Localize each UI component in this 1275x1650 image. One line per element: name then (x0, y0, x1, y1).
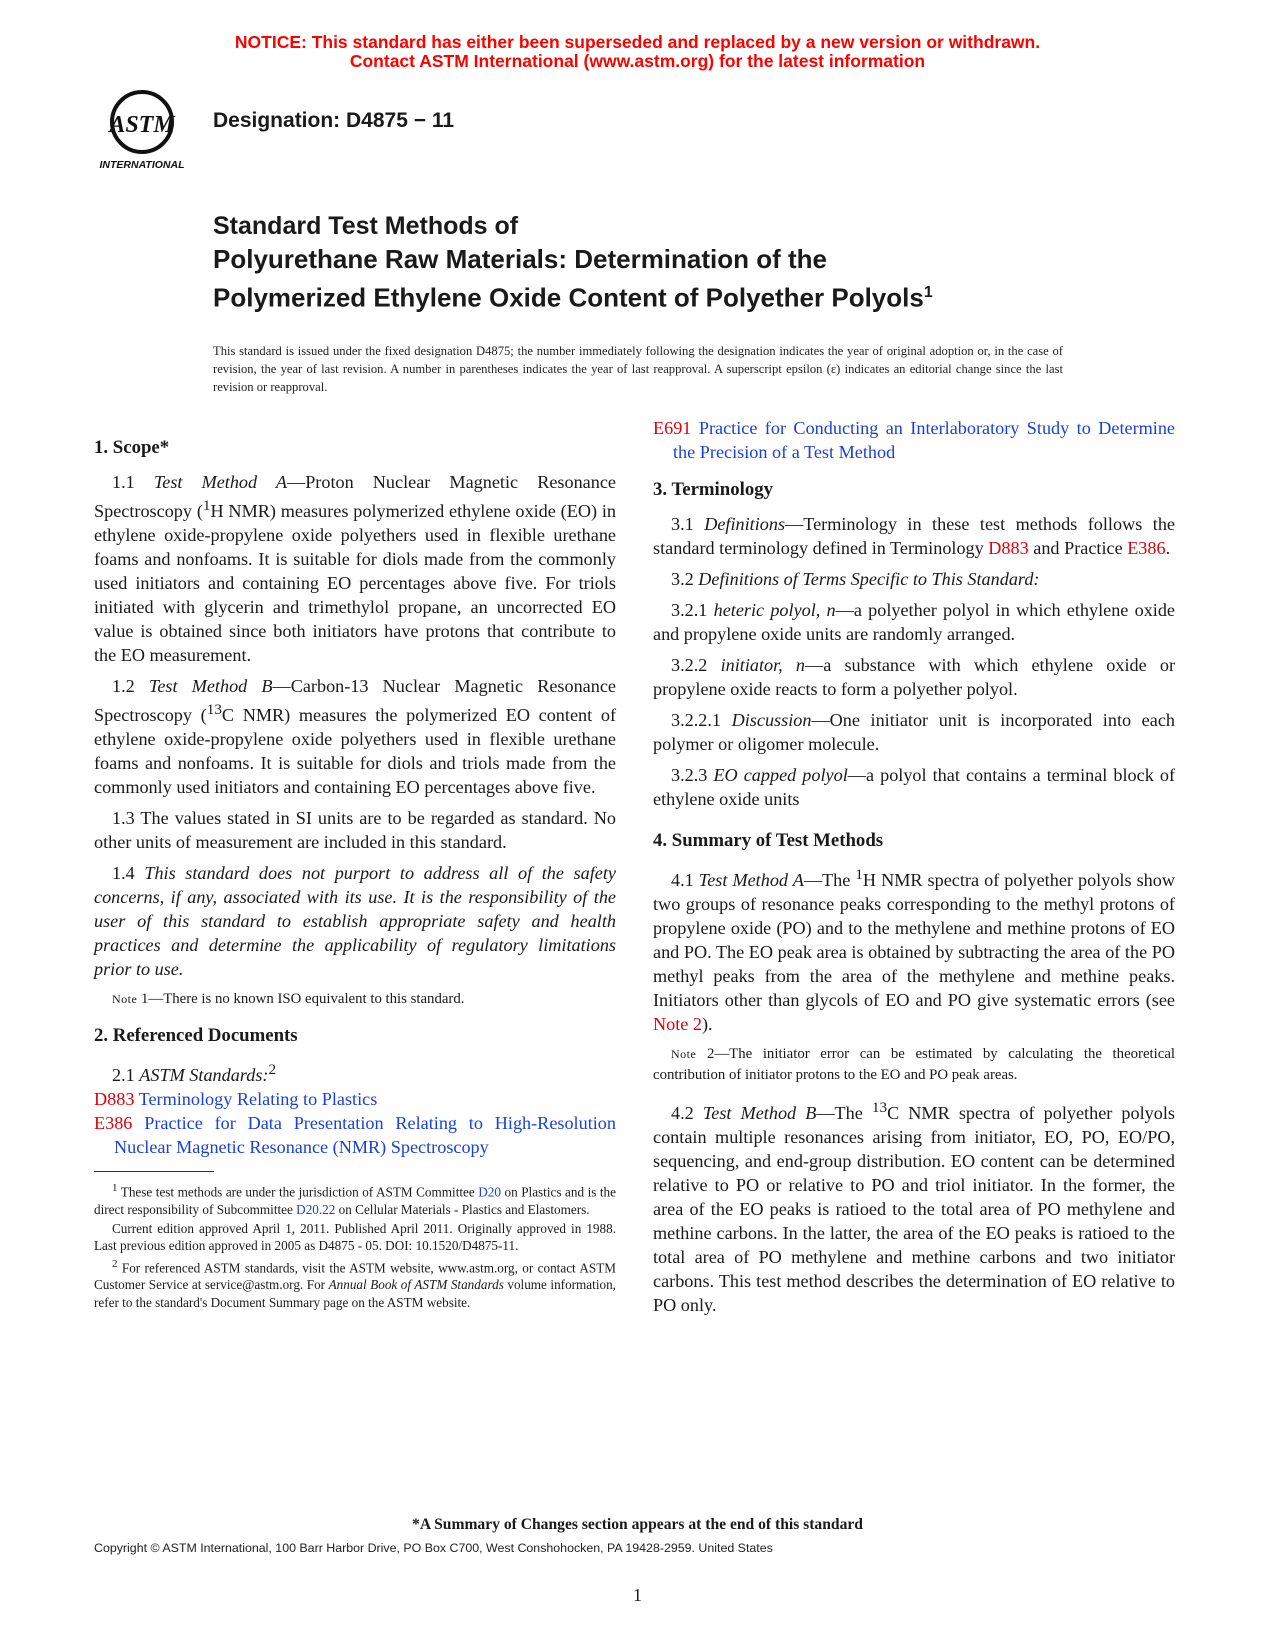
title-line-3 (213, 276, 933, 315)
section-refs-heading: 2. Referenced Documents (94, 1025, 298, 1047)
section-terminology-heading: 3. Terminology (653, 479, 774, 500)
summary-4-2: 4.2 Test Method B—The $^{13}$C NMR spectra of polyether polyols contain multiple resonances arising from initiator, EO, PO, EO/PO, sequencing, and end-group distribution. EO content can be determined relative to PO or relative to PO and triol initiator. In the former, the area of the EO peaks is ratioed to the total area of PO methylene and methine carbons. In the latter, the area of the EO peaks is ratioed to the total area of PO methylene and methine carbons and two initiator carbons. This test method describes the determination of EO relative to PO only. (653, 1099, 1175, 1316)
logo-letters: ASTM (109, 112, 175, 138)
issuance-statement: This standard is issued under the fixed designation D4875; the number immediately following the designation indicates the year of original adoption or, in the case of revision, the year of last revision. A number in parentheses indicates the year of last reapproval. A superscript epsilon (ε) indicates an editorial change since the last revision or reapproval. (213, 344, 1063, 394)
footnote-2: $^2$ For referenced ASTM standards, visit the ASTM website, www.astm.org, or contact ASTM Customer Service at service@astm.org. For Annual Book of ASTM Standards volume information, refer to the standard's Document Summary page on the ASTM website. (94, 1257, 616, 1310)
document-title (213, 210, 933, 315)
left-column (94, 436, 616, 1312)
summary-of-changes-notice: *A Summary of Changes section appears at the end of this standard (412, 1516, 863, 1533)
link-d20-22[interactable]: D20.22 (296, 1202, 336, 1218)
section-scope-heading: 1. Scope* (94, 437, 170, 458)
scope-1-1: 1.1 Test Method A—Proton Nuclear Magnetic Resonance Spectroscopy ($^1$H NMR) measures polymerized ethylene oxide (EO) in ethylene oxide-propylene oxide polyethers used in flexible urethane foams and nonfoams. It is suitable for diols made from the commonly used initiators and containing EO percentages above five. For triols initiated with glycerin and trimethylol propane, an uncorrected EO value is obtained since both initiators have protons that contribute to the EO measurement. (94, 472, 617, 666)
scope-1-3: 1.3 The values stated in SI units are to be regarded as standard. No other units of measurement are included in this standard. (94, 808, 616, 853)
title-line-2: Polyurethane Raw Materials: Determination of the (213, 244, 828, 274)
term-3-2-1: 3.2.1 heteric polyol, n—a polyether polyol in which ethylene oxide and propylene oxide units are randomly arranged. (653, 600, 1176, 644)
link-d20[interactable]: D20 (478, 1184, 501, 1200)
copyright-line: Copyright © ASTM International, 100 Barr Harbor Drive, PO Box C700, West Conshohocken, PA 19428-2959. United States (94, 1541, 773, 1555)
astm-logo (92, 88, 192, 176)
note-1: Note 1—There is no known ISO equivalent to this standard. (112, 991, 465, 1008)
term-3-1: 3.1 Definitions—Terminology in these test methods follows the standard terminology defined in Terminology D883 and Practice E386. (653, 514, 1175, 558)
ref-item-d883[interactable]: D883 Terminology Relating to Plastics (94, 1089, 378, 1110)
logo-wordmark: INTERNATIONAL (99, 159, 185, 171)
link-note-2[interactable]: Note 2 (653, 1014, 702, 1035)
notice-line-2: Contact ASTM International (www.astm.org) for the latest information (349, 51, 926, 71)
term-3-2-2: 3.2.2 initiator, n—a substance with which ethylene oxide or propylene oxide reacts to form a polyether polyol. (653, 655, 1176, 699)
designation: Designation: D4875 − 11 (213, 109, 455, 132)
footnote-divider (94, 1171, 214, 1172)
ref-item-e386[interactable]: E386 Practice for Data Presentation Relating to High-Resolution Nuclear Magnetic Resonance (NMR) Spectroscopy (94, 1113, 616, 1158)
notice-line-1: NOTICE: This standard has either been superseded and replaced by a new version or withdrawn. (234, 32, 1041, 52)
note-2: Note 2—The initiator error can be estimated by calculating the theoretical contribution of initiator protons to the EO and PO peak areas. (653, 1046, 1175, 1084)
term-3-2: 3.2 Definitions of Terms Specific to This Standard: (671, 569, 1040, 589)
title-line-1: Standard Test Methods of (213, 212, 519, 240)
title-footnote-mark: 1 (923, 284, 933, 301)
scope-1-2: 1.2 Test Method B—Carbon-13 Nuclear Magnetic Resonance Spectroscopy ($^{13}$C NMR) measures the polymerized EO content of ethylene oxide-propylene oxide polyethers used in flexible urethane foams and nonfoams. It is suitable for diols and triols made from the commonly used initiators and containing EO percentages above five. (94, 676, 617, 798)
withdrawal-notice (0, 33, 1275, 71)
footnote-1-edition: Current edition approved April 1, 2011. Published April 2011. Originally approved in 1988. Last previous edition approved in 2005 as D4875 - 05. DOI: 10.1520/D4875-11. (94, 1220, 616, 1254)
ref-item-e691[interactable]: E691 Practice for Conducting an Interlaboratory Study to Determine the Precision of a Test Method (653, 418, 1175, 462)
summary-4-1: 4.1 Test Method A—The $^1$H NMR spectra of polyether polyols show two groups of resonance peaks corresponding to the methyl protons of propylene oxide (PO) and to the methylene and methine protons of EO and PO. The EO peak area is obtained by subtracting the area of the PO methyl peaks from the area of the methylene and methine peaks. Initiators other than glycols of EO and PO give systematic errors (see Note 2). (653, 866, 1175, 1035)
refs-2-1: 2.1 ASTM Standards:$^2$ (112, 1061, 277, 1086)
link-d883[interactable]: D883 (988, 538, 1029, 558)
footnote-1: $^1$ These test methods are under the jurisdiction of ASTM Committee D20 on Plastics and is the direct responsibility of Subcommittee D20.22 on Cellular Materials - Plastics and Elastomers. (94, 1182, 616, 1218)
page-number: 1 (633, 1585, 642, 1605)
scope-1-4: 1.4 This standard does not purport to address all of the safety concerns, if any, associated with its use. It is the responsibility of the user of this standard to establish appropriate safety and health practices and determine the applicability of regulatory limitations prior to use. (94, 863, 616, 980)
astm-logo-graphic (92, 88, 192, 176)
title-line-3-text: Polymerized Ethylene Oxide Content of Polyether Polyols (213, 282, 924, 313)
section-summary-heading: 4. Summary of Test Methods (653, 830, 884, 851)
right-column (653, 416, 1175, 1324)
term-3-2-2-1: 3.2.2.1 Discussion—One initiator unit is incorporated into each polymer or oligomer molecule. (653, 710, 1175, 754)
link-e386[interactable]: E386 (1127, 538, 1166, 558)
term-3-2-3: 3.2.3 EO capped polyol—a polyol that contains a terminal block of ethylene oxide units (653, 765, 1176, 809)
